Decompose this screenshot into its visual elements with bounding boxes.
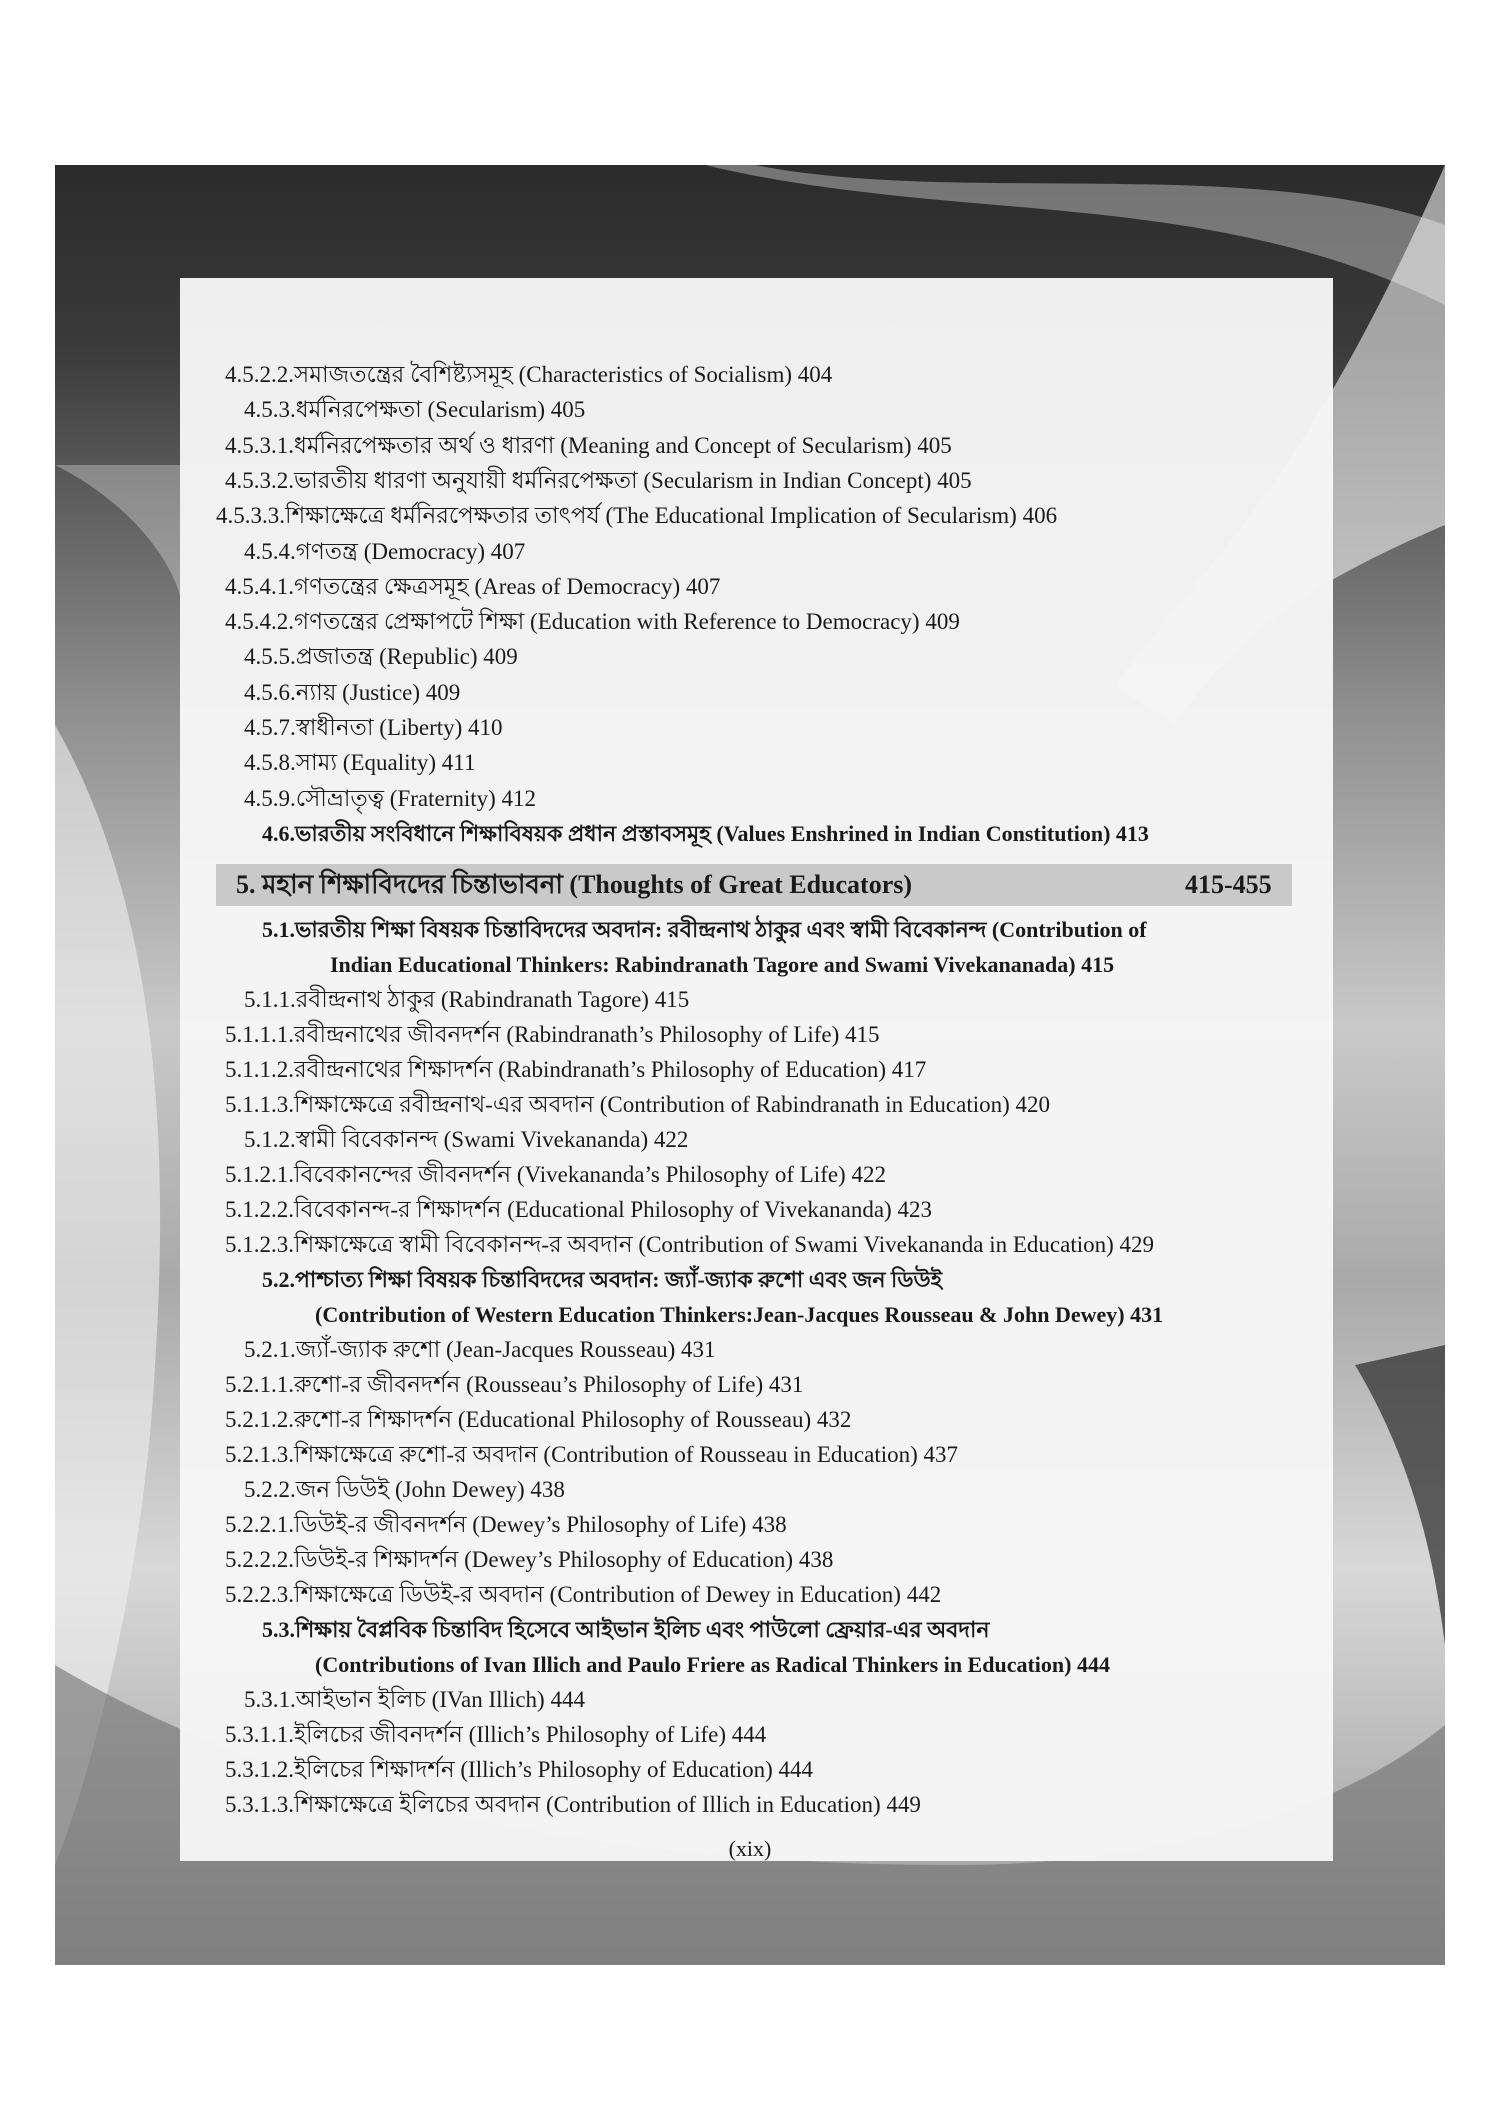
toc-entry-number: 5.2.1.1. — [225, 1372, 294, 1397]
toc-entry-text: ভারতীয় সংবিধানে শিক্ষাবিষয়ক প্রধান প্রস্তাবসমূহ (Values Enshrined in Indian Constitution) 413 — [295, 820, 1149, 846]
toc-entry-text: শিক্ষাক্ষেত্রে স্বামী বিবেকানন্দ-র অবদান (Contribution of Swami Vivekananda in Education) 429 — [294, 1232, 1155, 1257]
toc-entry-number: 4.5.3. — [244, 397, 296, 423]
toc-entry-text: সাম্য (Equality) 411 — [295, 750, 476, 776]
toc-entry-text: স্বাধীনতা (Liberty) 410 — [295, 715, 503, 740]
toc-entry-number: 5.1.1. — [244, 987, 296, 1012]
toc-entry-text: রুশো-র জীবনদর্শন (Rousseau’s Philosophy of Life) 431 — [294, 1372, 804, 1397]
toc-entry-number: 5.2. — [262, 1267, 295, 1292]
toc-entry-text: বিবেকানন্দের জীবনদর্শন (Vivekananda’s Philosophy of Life) 422 — [294, 1162, 886, 1187]
toc-entry-number: 4.5.6. — [244, 679, 296, 705]
toc-entry-text: গণতন্ত্রের ক্ষেত্রসমূহ (Areas of Democracy) 407 — [294, 573, 721, 599]
toc-entry-number: 4.5.4.2. — [225, 609, 294, 635]
toc-entry-text: স্বামী বিবেকানন্দ (Swami Vivekananda) 422 — [295, 1127, 689, 1152]
toc-entry-number: 5.1.2.3. — [225, 1232, 294, 1257]
toc-entry-number: 5.1.2.1. — [225, 1162, 294, 1187]
toc-entry-number: 5.3. — [262, 1617, 295, 1642]
toc-entry-number: 4.5.5. — [244, 644, 296, 670]
toc-entry — [225, 607, 960, 637]
toc-entry-text: জন ডিউই (John Dewey) 438 — [295, 1477, 565, 1502]
toc-entry-number: 5.1.1.1. — [225, 1022, 294, 1047]
toc-entry-number: 5.3.1.2. — [225, 1757, 294, 1782]
page-number: (xix) — [728, 1836, 772, 1861]
toc-entry-number: 5.2.1.2. — [225, 1407, 294, 1432]
toc-entry-number: 5.2.1.3. — [225, 1442, 294, 1467]
toc-entry-text: Indian Educational Thinkers: Rabindranath Tagore and Swami Vivekananada) 415 — [330, 952, 1115, 977]
toc-entry — [225, 1545, 833, 1575]
toc-entry — [225, 1790, 921, 1820]
toc-entry — [225, 1405, 851, 1435]
toc-entry-number: 5.3.1. — [244, 1687, 296, 1712]
toc-entry — [244, 985, 689, 1015]
toc-entry — [225, 1370, 803, 1400]
toc-entry-text: জ্যাঁ-জ্যাক রুশো (Jean-Jacques Rousseau) 431 — [295, 1337, 716, 1362]
toc-entry-text: (Contributions of Ivan Illich and Paulo Friere as Radical Thinkers in Education) 444 — [315, 1652, 1110, 1677]
toc-entry — [225, 466, 972, 496]
toc-entry-text: ধর্মনিরপেক্ষতার অর্থ ও ধারণা (Meaning and Concept of Secularism) 405 — [294, 432, 952, 458]
toc-entry-number: 4.5.8. — [244, 750, 296, 776]
toc-entry — [225, 431, 952, 461]
toc-entry-number: 4.5.2.2. — [225, 362, 294, 387]
toc-entry-text: শিক্ষাক্ষেত্রে ধর্মনিরপেক্ষতার তাৎপর্য (The Educational Implication of Secularism) 406 — [285, 503, 1058, 529]
toc-entry — [225, 1160, 886, 1190]
toc-entry — [225, 1580, 941, 1610]
toc-entry — [225, 1230, 1154, 1260]
toc-entry-text: রবীন্দ্রনাথ ঠাকুর (Rabindranath Tagore) 415 — [295, 987, 690, 1012]
toc-entry — [244, 713, 503, 743]
toc-entry-text: ধর্মনিরপেক্ষতা (Secularism) 405 — [295, 397, 586, 423]
toc-entry-text: গণতন্ত্র (Democracy) 407 — [295, 538, 526, 564]
toc-entry — [244, 784, 536, 814]
toc-entry-text: শিক্ষাক্ষেত্রে ইলিচের অবদান (Contribution of Illich in Education) 449 — [294, 1792, 921, 1817]
toc-entry — [315, 1300, 1163, 1330]
toc-entry — [225, 1720, 766, 1750]
toc-entry — [225, 572, 720, 602]
toc-entry — [244, 642, 518, 672]
toc-entry — [225, 1195, 932, 1225]
toc-entry-number: 4.5.4.1. — [225, 573, 294, 599]
toc-entry-number: 4.6. — [262, 820, 295, 846]
toc-entry — [244, 1685, 585, 1715]
toc-entry-number: 5.3.1.3. — [225, 1792, 294, 1817]
toc-entry-number: 5.2.2.1. — [225, 1512, 294, 1537]
toc-entry-text: গণতন্ত্রের প্রেক্ষাপটে শিক্ষা (Education with Reference to Democracy) 409 — [294, 609, 960, 635]
toc-entry — [216, 501, 1057, 531]
toc-entry — [244, 395, 585, 425]
toc-entry — [262, 915, 1147, 945]
toc-entry-number: 5.2.2. — [244, 1477, 296, 1502]
toc-entry — [244, 678, 460, 708]
toc-entry — [244, 748, 475, 778]
toc-entry-number: 4.5.9. — [244, 785, 296, 811]
toc-entry-text: প্রজাতন্ত্র (Republic) 409 — [295, 644, 518, 670]
toc-entry-text: সৌভ্রাতৃত্ব (Fraternity) 412 — [295, 785, 537, 811]
chapter-page-range: 415-455 — [1185, 870, 1272, 899]
toc-entry-number: 5.1.1.3. — [225, 1092, 294, 1117]
toc-entry — [225, 1055, 926, 1085]
toc-entry-text: শিক্ষাক্ষেত্রে রুশো-র অবদান (Contribution of Rousseau in Education) 437 — [294, 1442, 959, 1467]
toc-entry — [244, 1475, 565, 1505]
toc-entry-text: পাশ্চাত্য শিক্ষা বিষয়ক চিন্তাবিদদের অবদান: জ্যাঁ-জ্যাক রুশো এবং জন ডিউই — [295, 1267, 943, 1292]
toc-entry-number: 4.5.3.3. — [216, 503, 285, 529]
toc-entry-number: 5.1.2.2. — [225, 1197, 294, 1222]
toc-entry-text: ন্যায় (Justice) 409 — [295, 679, 461, 705]
toc-entry — [315, 1650, 1110, 1680]
toc-entry-number: 4.5.7. — [244, 715, 296, 740]
toc-entry-text: ইলিচের জীবনদর্শন (Illich’s Philosophy of Life) 444 — [294, 1722, 767, 1747]
toc-entry — [262, 1265, 942, 1295]
toc-entry-text: রবীন্দ্রনাথের শিক্ষাদর্শন (Rabindranath’s Philosophy of Education) 417 — [294, 1057, 927, 1082]
toc-entry-text: বিবেকানন্দ-র শিক্ষাদর্শন (Educational Philosophy of Vivekananda) 423 — [294, 1197, 932, 1222]
toc-entry-text: শিক্ষাক্ষেত্রে ডিউই-র অবদান (Contribution of Dewey in Education) 442 — [294, 1582, 942, 1607]
toc-entry-number: 5.3.1.1. — [225, 1722, 294, 1747]
toc-entry-number: 5.2.2.2. — [225, 1547, 294, 1572]
toc-entry — [225, 1510, 787, 1540]
toc-entry-text: রবীন্দ্রনাথের জীবনদর্শন (Rabindranath’s Philosophy of Life) 415 — [294, 1022, 880, 1047]
toc-entry — [244, 537, 525, 567]
toc-entry-text: শিক্ষাক্ষেত্রে রবীন্দ্রনাথ-এর অবদান (Contribution of Rabindranath in Education) 420 — [294, 1092, 1051, 1117]
toc-entry-text: শিক্ষায় বৈপ্লবিক চিন্তাবিদ হিসেবে আইভান ইলিচ এবং পাউলো ফ্রেয়ার-এর অবদান — [295, 1617, 990, 1642]
toc-entry — [225, 360, 832, 390]
toc-entry-text: ডিউই-র শিক্ষাদর্শন (Dewey’s Philosophy of Education) 438 — [294, 1547, 834, 1572]
toc-entry-number: 4.5.3.1. — [225, 432, 294, 458]
toc-entry — [262, 819, 1149, 849]
chapter-title: 5. মহান শিক্ষাবিদদের চিন্তাভাবনা (Thoughts of Great Educators) — [236, 870, 913, 899]
toc-entry-text: আইভান ইলিচ (IVan Illich) 444 — [295, 1687, 585, 1712]
toc-entry-text: ইলিচের শিক্ষাদর্শন (Illich’s Philosophy of Education) 444 — [294, 1757, 814, 1782]
toc-entry-text: ডিউই-র জীবনদর্শন (Dewey’s Philosophy of Life) 438 — [294, 1512, 787, 1537]
toc-entry — [262, 1615, 989, 1645]
toc-entry — [225, 1440, 958, 1470]
toc-entry-number: 5.1. — [262, 917, 295, 942]
toc-entry-number: 4.5.3.2. — [225, 467, 294, 493]
toc-entry — [225, 1020, 879, 1050]
toc-entry-number: 5.2.1. — [244, 1337, 296, 1362]
toc-entry-text: (Contribution of Western Education Thinkers:Jean-Jacques Rousseau & John Dewey) 431 — [315, 1302, 1164, 1327]
toc-entry — [244, 1335, 716, 1365]
toc-entry-number: 5.1.1.2. — [225, 1057, 294, 1082]
toc-entry — [244, 1125, 688, 1155]
toc-entry-number: 5.1.2. — [244, 1127, 296, 1152]
toc-entry-text: ভারতীয় শিক্ষা বিষয়ক চিন্তাবিদদের অবদান: রবীন্দ্রনাথ ঠাকুর এবং স্বামী বিবেকানন্দ (Contribution of — [295, 917, 1147, 942]
toc-entry-text: ভারতীয় ধারণা অনুযায়ী ধর্মনিরপেক্ষতা (Secularism in Indian Concept) 405 — [294, 467, 972, 493]
toc-entry-number: 4.5.4. — [244, 538, 296, 564]
toc-entry-text: রুশো-র শিক্ষাদর্শন (Educational Philosophy of Rousseau) 432 — [294, 1407, 852, 1432]
toc-entry — [225, 1755, 813, 1785]
toc-entry — [225, 1090, 1050, 1120]
toc-entry-number: 5.2.2.3. — [225, 1582, 294, 1607]
toc-entry-text: সমাজতন্ত্রের বৈশিষ্ট্যসমূহ (Characteristics of Socialism) 404 — [294, 362, 833, 387]
toc-entry — [330, 950, 1114, 980]
